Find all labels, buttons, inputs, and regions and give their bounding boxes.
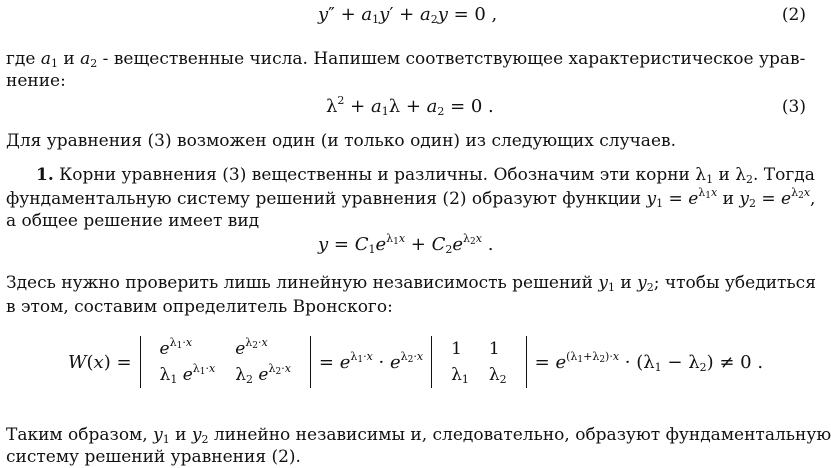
lambda-determinant: 1 1 $\lambda_1$ $\lambda_2$ xyxy=(431,336,527,388)
text-line-3: Для уравнения (3) возможен один (и только один) из следующих случаев. xyxy=(6,131,676,151)
case-number: 1. xyxy=(36,165,54,185)
text-line-2: нение: xyxy=(6,71,66,91)
text-line-7: Здесь нужно проверить лишь линейную независимость решений $y_1$ и $y_2$; чтобы убедиться xyxy=(6,273,816,294)
equation-3: $\lambda^2 + a_1\lambda + a_2 = 0$ . xyxy=(326,94,494,118)
wronskian-determinant: $e^{\lambda_1\cdot x}$ $e^{\lambda_2\cdot x}$ $\lambda_1$ $e^{\lambda_1\cdot x}$ $\lambda_2$ $e^{\lambda_2\cdot x}$ xyxy=(140,336,311,388)
text-line-10: систему решений уравнения (2). xyxy=(6,447,301,467)
text-line-5: фундаментальную систему решений уравнения (2) образуют функции $y_1 = e^{\lambda_1x}$ и $y_2 = e^{\lambda_2x}$, xyxy=(6,186,816,210)
text-line-1: где $a_1$ и $a_2$ - вещественные числа. Напишем соответствующее характеристическое урав- xyxy=(6,49,806,70)
text-line-9: Таким образом, $y_1$ и $y_2$ линейно независимы и, следовательно, образуют фундаментальную xyxy=(6,425,831,446)
wronskian-equation: W(x) = $e^{\lambda_1\cdot x}$ $e^{\lambda_2\cdot x}$ $\lambda_1$ $e^{\lambda_1\cdot x}$ $\lambda_2$ $e^{\lambda_2\cdot x}$ = $e^{\lambda_1\cdot x} \cdot e^{\lambda_2\cdot x}$ 1 1 $\lambda_1$ $\lambda_2$ = $e^{(\lambda_1+\lambda_2)\cdot x} \cdot (\lambda_1 - \lambda_2) \ne 0$ . xyxy=(68,336,764,386)
text-line-8: в этом, составим определитель Вронского: xyxy=(6,297,393,317)
general-solution: $y = C_1e^{\lambda_1x} + C_2e^{\lambda_2x}$ . xyxy=(318,232,494,256)
text-line-6: а общее решение имеет вид xyxy=(6,211,260,231)
equation-2: $y'' + a_1y' + a_2y = 0$ , xyxy=(318,4,498,26)
text-line-4: 1. Корни уравнения (3) вещественны и различны. Обозначим эти корни $\lambda_1$ и $\lambda_2$. Тогда xyxy=(36,165,815,186)
equation-2-number: (2) xyxy=(781,5,806,25)
equation-3-number: (3) xyxy=(781,97,806,117)
